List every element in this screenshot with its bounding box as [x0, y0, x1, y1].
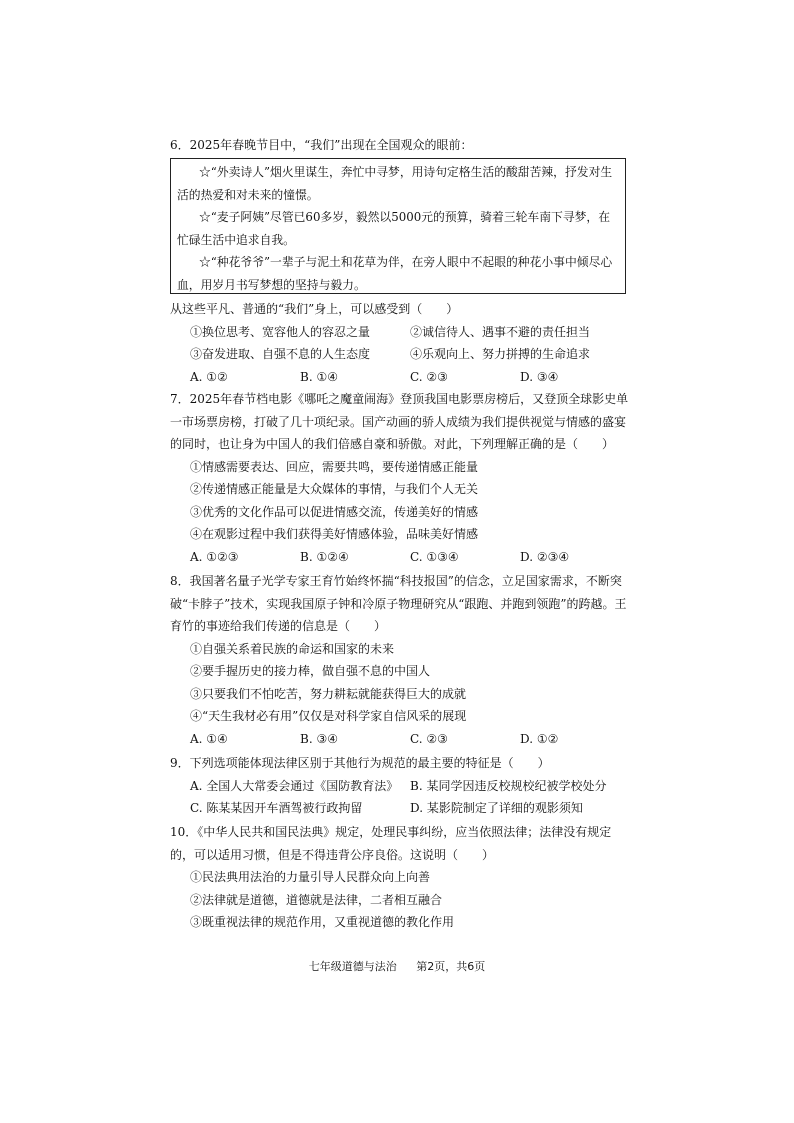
- question-7-choice-a[interactable]: A. ①②③: [190, 549, 239, 564]
- question-6-item-2: ②诚信待人、遇事不避的责任担当: [410, 324, 591, 339]
- material-item-1: ☆“外卖诗人”烟火里谋生，奔忙中寻梦，用诗句定格生活的酸甜苦辣，抒发对生活的热爱和对未来的憧憬。: [177, 165, 613, 202]
- question-7-choice-d[interactable]: D. ②③④: [520, 549, 570, 564]
- question-6-body: [170, 298, 630, 388]
- question-7-choice-c[interactable]: C. ①③④: [410, 549, 459, 564]
- question-8-item-3: ③只要我们不怕吃苦，努力耕耘就能获得巨大的成就: [190, 686, 467, 701]
- question-9: [170, 752, 630, 820]
- question-6-ask: 从这些平凡、普通的“我们”身上，可以感受到（ ）: [170, 302, 459, 316]
- question-9-stem: 9．下列选项能体现法律区别于其他行为规范的最主要的特征是（ ）: [170, 756, 550, 770]
- question-8-choices: [170, 728, 630, 751]
- footer-subject: 七年级道德与法治: [308, 960, 397, 973]
- question-9-choices-row-2: [170, 797, 630, 820]
- question-7-choices: [170, 546, 630, 569]
- material-item-3: ☆“种花爷爷”一辈子与泥土和花草为伴，在旁人眼中不起眼的种花小事中倾尽心血，用岁月书写梦想的坚持与毅力。: [177, 255, 613, 292]
- question-8-item-2: ②要手握历史的接力棒，做自强不息的中国人: [190, 664, 431, 678]
- question-8-stem: 8．我国著名量子光学专家王育竹始终怀揣“科技报国”的信念，立足国家需求，不断突破“卡脖子”技术，实现我国原子钟和冷原子物理研究从“跟跑、并跑到领跑”的跨越。王育竹的事迹给我们传递的信息是（ ）: [170, 574, 627, 633]
- question-7-item-3: ③优秀的文化作品可以促进情感交流，传递美好的情感: [190, 504, 479, 519]
- question-6-stem-text: 6．2025年春晚节目中，“我们”出现在全国观众的眼前：: [170, 138, 473, 152]
- question-10-item-3: ③既重视法律的规范作用，又重视道德的教化作用: [190, 915, 455, 929]
- page-footer: [0, 958, 794, 974]
- question-6-choice-a[interactable]: A. ①②: [190, 369, 228, 384]
- question-8-choice-b[interactable]: B. ③④: [300, 731, 338, 746]
- question-9-choice-c[interactable]: C. 陈某某因开车酒驾被行政拘留: [190, 801, 363, 815]
- question-8-item-4: ④“天生我材必有用”仅仅是对科学家自信风采的展现: [190, 709, 467, 723]
- question-6-item-1: ①换位思考、宽容他人的容忍之量: [190, 324, 371, 339]
- question-7-item-4: ④在观影过程中我们获得美好情感体验，品味美好情感: [190, 527, 479, 541]
- question-8-item-1: ①自强关系着民族的命运和国家的未来: [190, 641, 395, 656]
- question-6-item-4: ④乐观向上、努力拼搏的生命追求: [410, 347, 591, 361]
- question-6-choice-c[interactable]: C. ②③: [410, 369, 448, 384]
- question-9-choices-row-1: [170, 775, 630, 798]
- question-7: [170, 388, 630, 568]
- question-8-choice-c[interactable]: C. ②③: [410, 731, 448, 746]
- question-9-choice-b[interactable]: B. 某同学因违反校规校纪被学校处分: [410, 778, 607, 793]
- material-item-2: ☆“麦子阿姨”尽管已60多岁，毅然以5000元的预算，骑着三轮车南下寻梦，在忙碌生活中追求自我。: [177, 210, 611, 247]
- question-6-stem: [170, 134, 630, 157]
- question-6-items-row-2: [170, 343, 630, 366]
- question-6-items-row-1: [170, 321, 630, 344]
- question-9-choice-d[interactable]: D. 某影院制定了详细的观影须知: [410, 801, 583, 815]
- question-6-material-box: [170, 158, 626, 294]
- footer-page-number: 第2页，共6页: [416, 960, 486, 973]
- question-6-choice-d[interactable]: D. ③④: [520, 369, 559, 384]
- question-8-choice-d[interactable]: D. ①②: [520, 731, 559, 746]
- question-10-item-2: ②法律就是道德，道德就是法律，二者相互融合: [190, 892, 443, 907]
- question-6-choice-b[interactable]: B. ①④: [300, 369, 338, 384]
- question-8-choice-a[interactable]: A. ①④: [190, 731, 228, 746]
- question-7-item-2: ②传递情感正能量是大众媒体的事情，与我们个人无关: [190, 482, 479, 496]
- question-8: [170, 570, 630, 750]
- question-10-item-1: ①民法典用法治的力量引导人民群众向上向善: [190, 870, 431, 884]
- question-10: [170, 821, 630, 934]
- question-6-choices: [170, 366, 630, 389]
- question-7-item-1: ①情感需要表达、回应，需要共鸣，要传递情感正能量: [190, 459, 479, 474]
- question-9-choice-a[interactable]: A. 全国人大常委会通过《国防教育法》: [190, 778, 399, 793]
- question-7-choice-b[interactable]: B. ①②④: [300, 549, 349, 564]
- question-10-stem: 10．《中华人民共和国民法典》规定，处理民事纠纷，应当依照法律；法律没有规定的，可以适用习惯，但是不得违背公序良俗。这说明（ ）: [170, 825, 612, 862]
- question-6-item-3: ③奋发进取、自强不息的人生态度: [190, 347, 371, 361]
- question-7-stem: 7．2025年春节档电影《哪吒之魔童闹海》登顶我国电影票房榜后，又登顶全球影史单一市场票房榜，打破了几十项纪录。国产动画的骄人成绩为我们提供视觉与情感的盛宴的同时，也让身为中国人的我们倍感自豪和骄傲。对此，下列理解正确的是（ ）: [170, 392, 629, 451]
